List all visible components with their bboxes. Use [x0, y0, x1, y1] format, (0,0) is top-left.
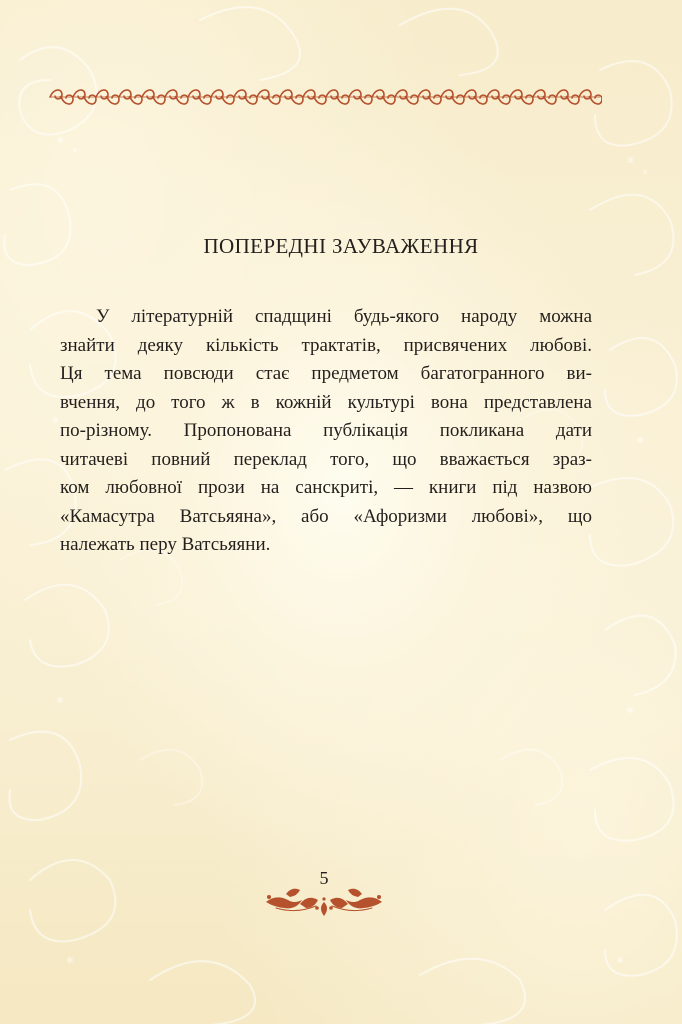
chapter-title: ПОПЕРЕДНІ ЗАУВАЖЕННЯ — [203, 234, 479, 258]
paragraph-line: належать перу Ватсьяяни. — [60, 534, 271, 555]
paragraph-line: вчення, до того ж в кожній культурі вона представлена — [60, 391, 592, 413]
body-paragraph — [60, 303, 592, 560]
scroll-border-ornament — [48, 86, 602, 108]
paragraph-line: ком любовної прози на санскриті, — книги під назвою — [60, 477, 592, 498]
paragraph-line: У літературній спадщині будь-якого народу можна — [96, 306, 592, 327]
paragraph-line: «Камасутра Ватсьяяна», або «Афоризми любові», що — [60, 505, 592, 527]
page-number: 5 — [319, 868, 329, 888]
page-footer — [262, 866, 386, 920]
paragraph-line: Ця тема повсюди стає предметом багатогранного ви- — [60, 363, 592, 384]
floral-folio-ornament — [262, 882, 386, 918]
paragraph-line: по-різному. Пропонована публікація покликана дати — [60, 420, 592, 441]
paragraph-line: читачеві повний переклад того, що вважається зраз- — [60, 448, 592, 470]
paragraph-line: знайти деяку кількість трактатів, присвячених любові. — [60, 334, 592, 356]
